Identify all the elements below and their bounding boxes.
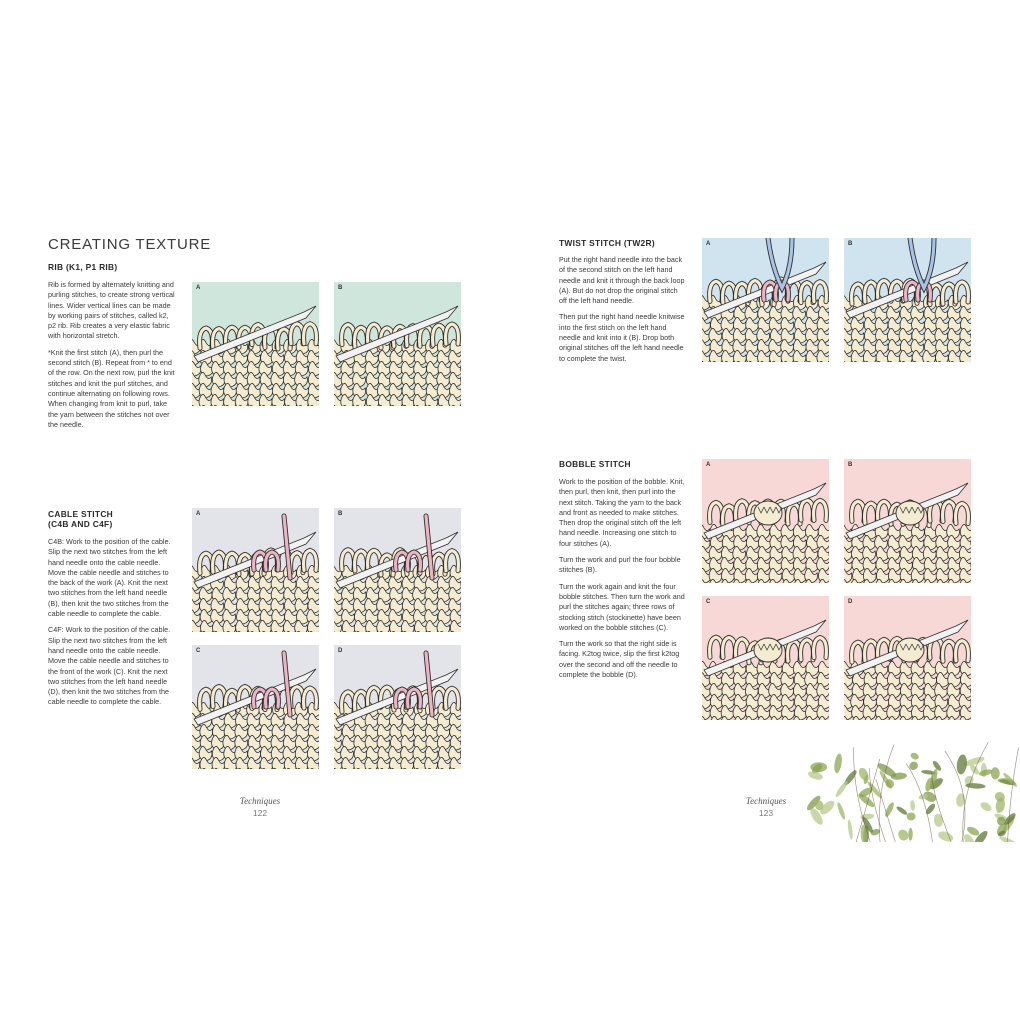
panel-label: A	[706, 462, 711, 468]
cable-illustration-b	[334, 508, 461, 632]
page-number: 122	[252, 808, 268, 818]
panel-label: A	[196, 511, 201, 517]
panel-label: A	[706, 241, 711, 247]
rib-paragraph: Rib is formed by alternately knitting and purling stitches, to create strong vertical lines. Wider vertical lines can be made by working pairs of stitches, called k2, p2 rib. Rib creates a very elastic fabric with horizontal stretch.	[48, 280, 175, 341]
rib-heading: RIB (K1, P1 RIB)	[48, 262, 118, 272]
cable-illustration-a	[192, 508, 319, 632]
twist-paragraph: Then put the right hand needle knitwise into the first stitch on the left hand needle and knit into it (B). Drop both original stitches off the left hand needle to complete the twist.	[559, 312, 685, 363]
rib-text	[48, 280, 178, 436]
bobble-text	[559, 477, 689, 686]
page-footer-left	[230, 796, 290, 818]
right-page	[510, 0, 1020, 1020]
cable-illustration-c	[192, 645, 319, 769]
bobble-illustration-c	[702, 596, 829, 720]
panel-label: D	[848, 599, 853, 605]
footer-section-name: Techniques	[239, 796, 281, 806]
panel-label: B	[848, 241, 853, 247]
page-title: CREATING TEXTURE	[48, 236, 212, 253]
bobble-paragraph: Work to the position of the bobble. Knit, then purl, then knit, then purl into the next stitch. Taking the yarn to the back and front as needed to make stitches. Then drop the original stitch off the left hand needle. Increasing one stitch to four stitches (A).	[559, 477, 685, 548]
panel-label: B	[338, 511, 343, 517]
cable-paragraph: C4B: Work to the position of the cable. Slip the next two stitches from the left hand needle onto the cable needle. Move the cable needle and stitches to the back of the work (A). Knit the next two stitches from the left hand needle (B), then knit the two stitches from the cable needle to complete the cable.	[48, 537, 171, 619]
twist-illustration-b	[844, 238, 971, 362]
page-number: 123	[758, 808, 774, 818]
panel-label: B	[848, 462, 853, 468]
panel-label: A	[196, 285, 201, 291]
cable-heading	[48, 509, 113, 529]
cable-text	[48, 537, 176, 714]
twist-paragraph: Put the right hand needle into the back of the second stitch on the left hand needle and knit it through the back loop (A). But do not drop the original stitch off the left hand needle.	[559, 255, 685, 306]
cable-heading-line1: CABLE STITCH	[48, 509, 114, 519]
bobble-illustration-b	[844, 459, 971, 583]
cable-heading-line2: (C4B AND C4F)	[48, 519, 113, 529]
footer-section-name: Techniques	[745, 796, 787, 806]
bobble-paragraph: Turn the work so that the right side is facing. K2tog twice, slip the first k2tog over the second and off the needle to complete the bobble (D).	[559, 639, 680, 680]
bobble-paragraph: Turn the work again and knit the four bobble stitches. Then turn the work and purl the stitches again; three rows of stocking stitch (stockinette) have been worked on the bobble stitches (C).	[559, 581, 685, 632]
cable-paragraph: C4F: Work to the position of the cable. Slip the next two stitches from the left hand needle onto the cable needle. Move the cable needle and stitches to the front of the work (C). Knit the next two stitches from the left hand needle (D), then knit the two stitches from the cable needle to complete the cable.	[48, 625, 171, 707]
bobble-heading: BOBBLE STITCH	[559, 459, 631, 469]
cable-illustration-d	[334, 645, 461, 769]
twist-illustration-a	[702, 238, 829, 362]
rib-illustration-a	[192, 282, 319, 406]
rib-illustration-b	[334, 282, 461, 406]
panel-label: C	[706, 599, 711, 605]
rib-paragraph: *Knit the first stitch (A), then purl the second stitch (B). Repeat from * to end of the row. On the next row, purl the knit stitches and knit the purl stitches, and continue alternating on following rows. When changing from knit to purl, take the yarn between the stitches not over the needle.	[48, 347, 175, 429]
panel-label: B	[338, 285, 343, 291]
bobble-illustration-a	[702, 459, 829, 583]
twist-text	[559, 255, 687, 370]
foliage-illustration	[765, 726, 1020, 842]
panel-label: C	[196, 648, 201, 654]
bobble-illustration-d	[844, 596, 971, 720]
twist-heading: TWIST STITCH (TW2R)	[559, 238, 655, 248]
bobble-paragraph: Turn the work and purl the four bobble stitches (B).	[559, 555, 681, 575]
panel-label: D	[338, 648, 343, 654]
